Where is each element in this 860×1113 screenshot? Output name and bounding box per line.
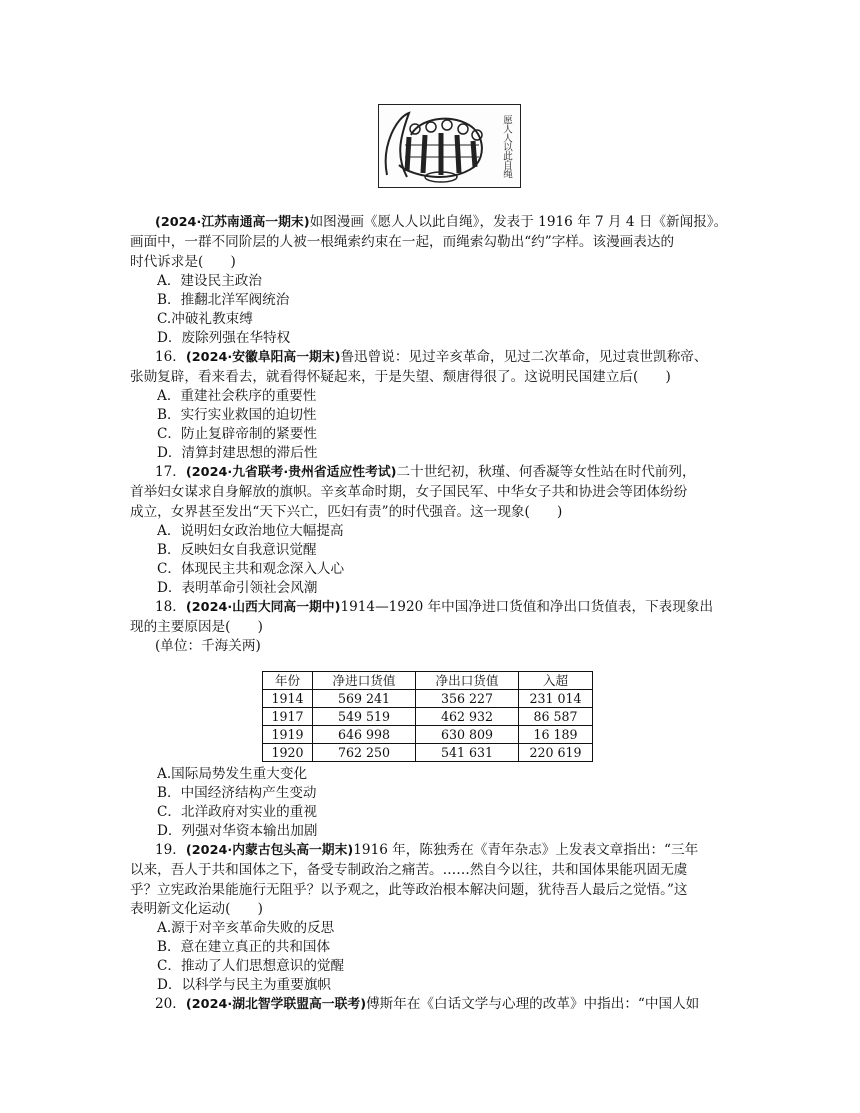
q18-stem-1: 1914—1920 年中国净进口货值和净出口货值表，下表现象出 (340, 599, 714, 615)
q17-number: 17． (155, 464, 186, 480)
q17-option-d: D．表明革命引领社会风潮 (157, 580, 318, 596)
table-cell: 86 587 (519, 708, 593, 726)
table-cell: 630 809 (416, 726, 519, 744)
q16-option-b: B．实行实业救国的迫切性 (157, 407, 317, 423)
q15-option-a: A．建设民主政治 (157, 273, 262, 289)
q18-number: 18． (155, 599, 186, 615)
q17-line-1 (155, 463, 765, 482)
q17-option-a: A．说明妇女政治地位大幅提高 (157, 523, 344, 539)
q15-stem-2: 画面中，一群不同阶层的人被一根绳索约束在一起，而绳索勾勒出“约”字样。该漫画表达的 (130, 234, 675, 250)
table-cell: 541 631 (416, 744, 519, 762)
q15-option-c: C.冲破礼教束缚 (157, 311, 253, 327)
q19-stem-1: 1916 年，陈独秀在《青年杂志》上发表文章指出：“三年 (353, 842, 699, 858)
table-cell: 646 998 (313, 726, 416, 744)
q20-line-1 (155, 995, 765, 1014)
q15-stem-3: 时代诉求是( ) (130, 254, 236, 270)
table-header-cell: 入超 (519, 672, 593, 690)
q19-stem-3: 乎？立宪政治果能施行无阻乎？以予观之，此等政治根本解决问题，犹待吾人最后之觉悟。”这 (130, 882, 688, 898)
q19-stem-2: 以来，吾人于共和国体之下，备受专制政治之痛苦。……然自今以往，共和国体果能巩固无虞 (130, 862, 688, 878)
q19-source: (2024·内蒙古包头高一期末) (185, 843, 354, 858)
table-cell: 1919 (263, 726, 313, 744)
q16-stem-2: 张勋复辟，看来看去，就看得怀疑起来，于是失望、颓唐得很了。这说明民国建立后( ) (130, 369, 671, 385)
q15-stem-1: 如图漫画《愿人人以此自绳》，发表于 1916 年 7 月 4 日《新闻报》。 (309, 214, 728, 230)
table-cell: 16 189 (519, 726, 593, 744)
table-cell: 220 619 (519, 744, 593, 762)
q17-stem-1: 二十世纪初，秋瑾、何香凝等女性站在时代前列， (396, 464, 696, 480)
table-row (263, 708, 593, 726)
table-cell: 1917 (263, 708, 313, 726)
q19-stem-4: 表明新文化运动( ) (130, 901, 263, 917)
q19-option-a: A.源于对辛亥革命失败的反思 (157, 920, 335, 936)
table-cell: 356 227 (416, 690, 519, 708)
q18-line-1 (155, 598, 765, 617)
table-cell: 1920 (263, 744, 313, 762)
table-cell: 762 250 (313, 744, 416, 762)
table-row (263, 726, 593, 744)
q18-option-d: D．列强对华资本输出加剧 (157, 823, 318, 839)
q16-option-a: A．重建社会秩序的重要性 (157, 388, 317, 404)
q20-stem-1: 傅斯年在《白话文学与心理的改革》中指出：“中国人如 (366, 996, 700, 1012)
q17-option-c: C．体现民主共和观念深入人心 (157, 561, 345, 577)
q18-option-a: A.国际局势发生重大变化 (157, 766, 308, 782)
q20-number: 20． (155, 996, 186, 1012)
q17-option-b: B．反映妇女自我意识觉醒 (157, 542, 317, 558)
q16-line-1 (155, 348, 765, 367)
q18-option-c: C．北洋政府对实业的重视 (157, 804, 317, 820)
q15-option-b: B．推翻北洋军阀统治 (157, 292, 290, 308)
q15-source: (2024·江苏南通高一期末) (155, 215, 310, 230)
cartoon-image (378, 104, 521, 188)
q19-number: 19． (155, 842, 186, 858)
q18-unit: (单位：千海关两) (155, 638, 261, 654)
q16-option-c: C．防止复辟帝制的紧要性 (157, 426, 317, 442)
q15-line-1 (155, 213, 765, 232)
q18-data-table (262, 671, 593, 762)
q18-option-b: B．中国经济结构产生变动 (157, 785, 317, 801)
table-cell: 569 241 (313, 690, 416, 708)
q16-option-d: D．清算封建思想的滞后性 (157, 445, 318, 461)
q19-option-b: B．意在建立真正的共和国体 (157, 939, 331, 955)
q19-option-d: D．以科学与民主为重要旗帜 (157, 977, 332, 993)
q19-line-1 (155, 841, 765, 860)
q18-source: (2024·山西大同高一期中) (185, 600, 341, 615)
table-cell: 231 014 (519, 690, 593, 708)
table-row (263, 690, 593, 708)
q16-stem-1: 鲁迅曾说：见过辛亥革命，见过二次革命，见过袁世凯称帝、 (340, 349, 708, 365)
q17-stem-3: 成立，女界甚至发出“天下兴亡，匹妇有责”的时代强音。这一现象( ) (130, 504, 563, 520)
q17-source: (2024·九省联考·贵州省适应性考试) (185, 465, 397, 480)
q16-number: 16． (155, 349, 186, 365)
q15-option-d: D．废除列强在华特权 (157, 330, 291, 346)
table-cell: 1914 (263, 690, 313, 708)
table-row (263, 744, 593, 762)
q20-source: (2024·湖北智学联盟高一联考) (185, 997, 367, 1012)
q18-stem-2: 现的主要原因是( ) (130, 619, 263, 635)
q19-option-c: C．推动了人们思想意识的觉醒 (157, 958, 345, 974)
table-header-cell: 净出口货值 (416, 672, 519, 690)
table-header-cell: 年份 (263, 672, 313, 690)
q16-source: (2024·安徽阜阳高一期末) (185, 350, 341, 365)
table-header-cell: 净进口货值 (313, 672, 416, 690)
cartoon-caption: 愿人人以此自绳 (501, 115, 512, 178)
table-cell: 462 932 (416, 708, 519, 726)
q17-stem-2: 首举妇女谋求自身解放的旗帜。辛亥革命时期，女子国民军、中华女子共和协进会等团体纷纷 (130, 484, 688, 500)
table-cell: 549 519 (313, 708, 416, 726)
table-header-row (263, 672, 593, 690)
